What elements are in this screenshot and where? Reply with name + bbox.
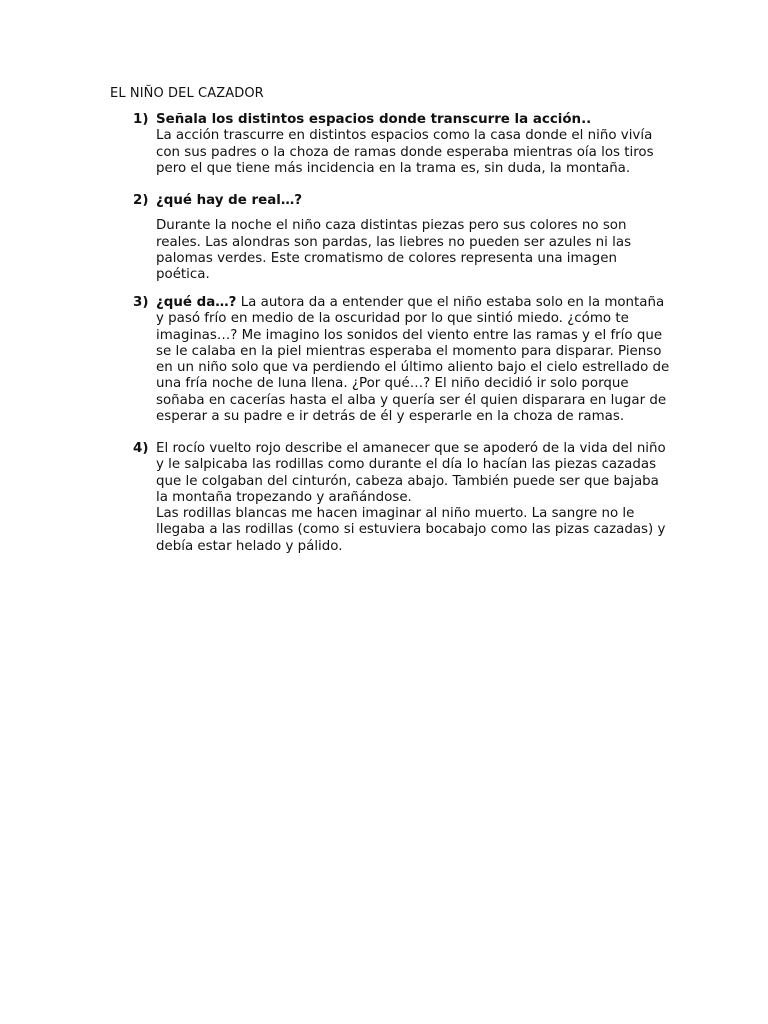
question-4-paragraph-2: Las rodillas blancas me hacen imaginar al niño muerto. La sangre no le llegaba a las rodillas (como si estuviera bocabajo como las pizas cazadas) y debía estar helado y pálido. [156,506,666,554]
question-2-heading: ¿qué hay de real…? [156,193,302,208]
question-3-answer: La autora da a entender que el niño estaba solo en la montaña y pasó frío en medio de la oscuridad por lo que sintió miedo. ¿cómo te imaginas…? Me imagino los sonidos del viento entre las ramas y el frío que se le calaba en la piel mientras esperaba el momento para disparar. Pienso en un niño solo que va perdiendo el último aliento bajo el cielo estrellado de una fría noche de luna llena. ¿Por qué…? El niño decidió ir solo porque soñaba en cacerías hasta el alba y quería ser él quien disparara en lugar de esperar a su padre e ir detrás de él y esperarle en la choza de ramas. [156,295,670,425]
question-1-heading: Señala los distintos espacios donde transcurre la acción.. [156,112,592,127]
question-4 [133,441,673,555]
question-1 [133,112,673,177]
question-3-heading: ¿qué da…? [156,295,237,310]
document-title: EL NIÑO DEL CAZADOR [110,86,264,101]
question-1-number: 1) [133,112,149,127]
question-2-answer: Durante la noche el niño caza distintas piezas pero sus colores no son reales. Las alondras son pardas, las liebres no pueden ser azules ni las palomas verdes. Este cromatismo de colores representa una imagen poética. [156,218,632,283]
question-4-number: 4) [133,441,149,456]
question-1-body [156,112,673,177]
question-2-body [156,193,673,283]
question-4-body [156,441,673,555]
question-3-body [156,295,673,425]
question-3-number: 3) [133,295,149,310]
question-4-paragraph-1: El rocío vuelto rojo describe el amanecer que se apoderó de la vida del niño y le salpicaba las rodillas como durante el día lo hacían las piezas cazadas que le colgaban del cinturón, cabeza abajo. También puede ser que bajaba la montaña tropezando y arañándose. [156,441,666,505]
question-2-number: 2) [133,193,149,208]
question-3-text [156,295,673,425]
question-2 [133,193,673,283]
question-3 [133,295,673,425]
question-1-answer: La acción trascurre en distintos espacios como la casa donde el niño vivía con sus padres o la choza de ramas donde esperaba mientras oía los tiros pero el que tiene más incidencia en la trama es, sin duda, la montaña. [156,128,654,176]
